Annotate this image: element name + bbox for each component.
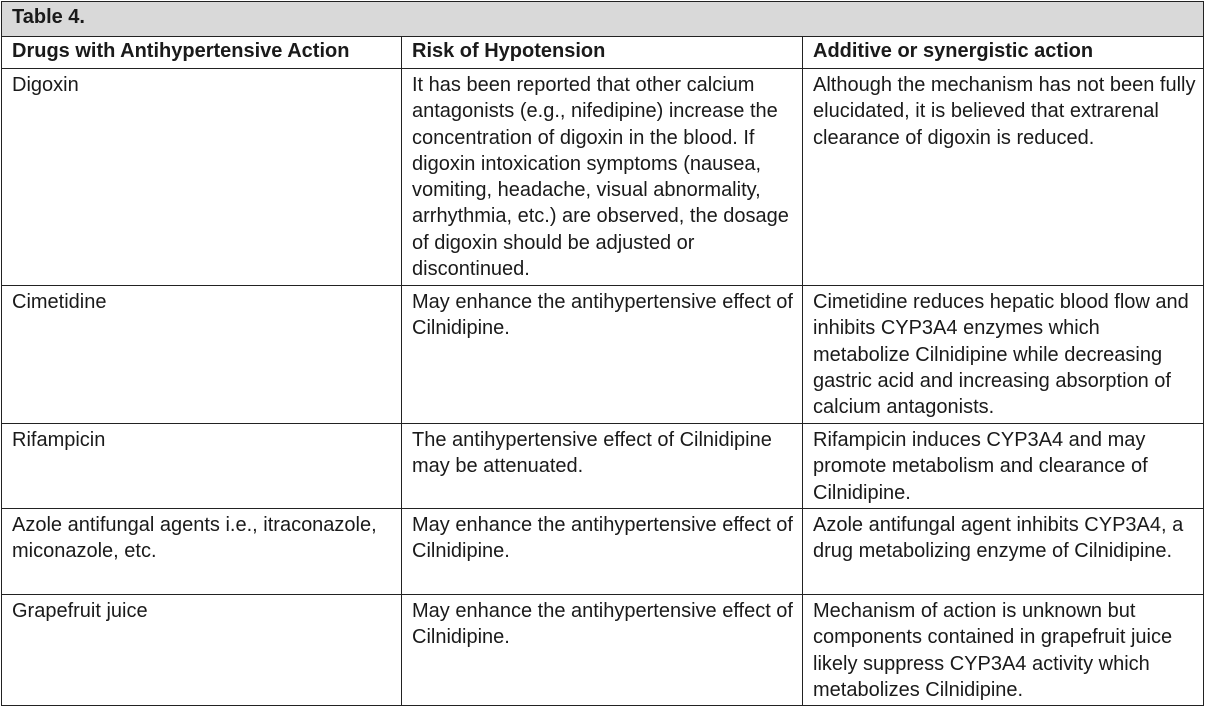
table-row — [2, 424, 1204, 509]
action-cell: Although the mechanism has not been fully elucidated, it is believed that extrarenal clearance of digoxin is reduced. — [803, 69, 1204, 286]
column-header-action: Additive or synergistic action — [803, 37, 1204, 69]
table-caption-row — [2, 2, 1204, 37]
risk-cell: It has been reported that other calcium antagonists (e.g., nifedipine) increase the concentration of digoxin in the blood. If digoxin intoxication symptoms (nausea, vomiting, headache, visual abnormality, arrhythmia, etc.) are observed, the dosage of digoxin should be adjusted or discontinued. — [402, 69, 803, 286]
column-header-drugs: Drugs with Antihypertensive Action — [2, 37, 402, 69]
drug-interaction-table — [1, 1, 1204, 706]
table-row — [2, 286, 1204, 424]
table-row — [2, 69, 1204, 286]
drug-cell: Digoxin — [2, 69, 402, 286]
drug-cell: Grapefruit juice — [2, 595, 402, 706]
risk-cell: May enhance the antihypertensive effect of Cilnidipine. — [402, 286, 803, 424]
table-header-row — [2, 37, 1204, 69]
risk-cell: The antihypertensive effect of Cilnidipine may be attenuated. — [402, 424, 803, 509]
drug-cell: Cimetidine — [2, 286, 402, 424]
action-cell: Rifampicin induces CYP3A4 and may promote metabolism and clearance of Cilnidipine. — [803, 424, 1204, 509]
risk-cell: May enhance the antihypertensive effect of Cilnidipine. — [402, 509, 803, 595]
drug-cell: Rifampicin — [2, 424, 402, 509]
table-row — [2, 509, 1204, 595]
column-header-risk: Risk of Hypotension — [402, 37, 803, 69]
action-cell: Azole antifungal agent inhibits CYP3A4, a drug metabolizing enzyme of Cilnidipine. — [803, 509, 1204, 595]
drug-cell: Azole antifungal agents i.e., itraconazole, miconazole, etc. — [2, 509, 402, 595]
risk-cell: May enhance the antihypertensive effect of Cilnidipine. — [402, 595, 803, 706]
table-caption: Table 4. — [2, 2, 1204, 37]
action-cell: Cimetidine reduces hepatic blood flow and inhibits CYP3A4 enzymes which metabolize Cilnidipine while decreasing gastric acid and increasing absorption of calcium antagonists. — [803, 286, 1204, 424]
table-row — [2, 595, 1204, 706]
action-cell: Mechanism of action is unknown but components contained in grapefruit juice likely suppress CYP3A4 activity which metabolizes Cilnidipine. — [803, 595, 1204, 706]
